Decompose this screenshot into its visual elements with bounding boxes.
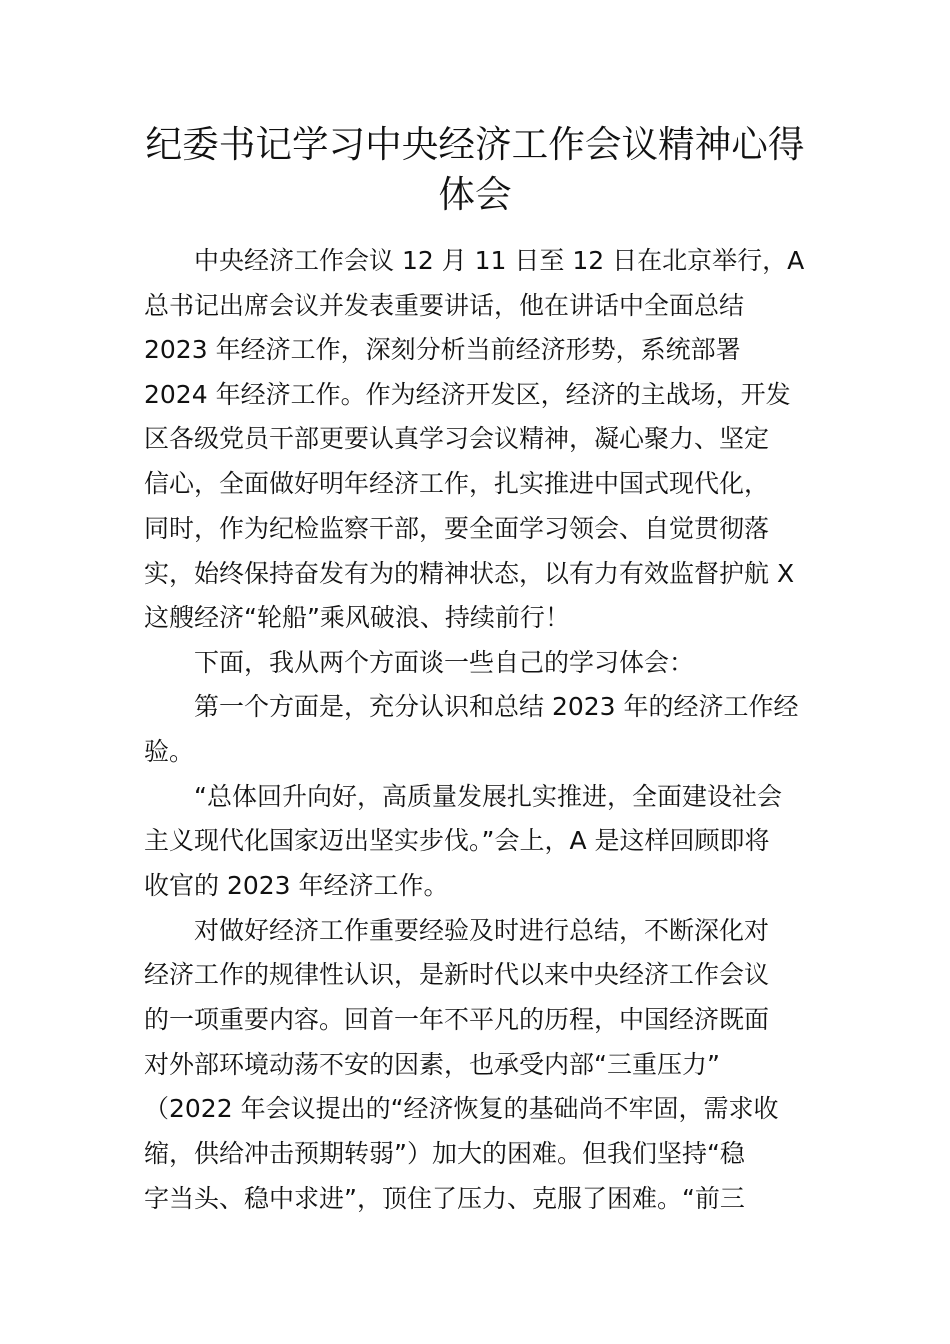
paragraph-line: 缩，供给冲击预期转弱”）加大的困难。但我们坚持“稳 — [144, 1139, 745, 1168]
paragraph-line: “总体回升向好，高质量发展扎实推进，全面建设社会 — [194, 782, 782, 811]
paragraph-line: 下面，我从两个方面谈一些自己的学习体会： — [194, 648, 695, 677]
paragraph-line: 这艘经济“轮船”乘风破浪、持续前行！ — [144, 603, 570, 632]
paragraph-line: 主义现代化国家迈出坚实步伐。”会上，A 是这样回顾即将 — [144, 826, 770, 855]
paragraph-line: 实，始终保持奋发有为的精神状态，以有力有效监督护航 X — [144, 559, 795, 588]
paragraph-line: 信心，全面做好明年经济工作，扎实推进中国式现代化， — [144, 469, 770, 498]
paragraph-line: 对做好经济工作重要经验及时进行总结，不断深化对 — [194, 916, 770, 945]
paragraph-line: 的一项重要内容。回首一年不平凡的历程，中国经济既面 — [144, 1005, 770, 1034]
paragraph-line: （2022 年会议提出的“经济恢复的基础尚不牢固，需求收 — [144, 1094, 779, 1123]
paragraph-line: 对外部环境动荡不安的因素，也承受内部“三重压力” — [144, 1050, 720, 1079]
paragraph-line: 2024 年经济工作。作为经济开发区，经济的主战场，开发 — [144, 380, 791, 409]
paragraph-line: 字当头、稳中求进”，顶住了压力、克服了困难。“前三 — [144, 1184, 745, 1213]
paragraph-line: 中央经济工作会议 12 月 11 日至 12 日在北京举行，A — [194, 246, 805, 275]
paragraph-line: 第一个方面是，充分认识和总结 2023 年的经济工作经 — [194, 692, 799, 721]
document-title-line-1: 纪委书记学习中央经济工作会议精神心得 — [145, 123, 805, 166]
paragraph-line: 区各级党员干部更要认真学习会议精神，凝心聚力、坚定 — [144, 424, 770, 453]
paragraph-line: 收官的 2023 年经济工作。 — [144, 871, 449, 900]
document-title-line-2: 体会 — [438, 173, 512, 216]
paragraph-line: 总书记出席会议并发表重要讲话，他在讲话中全面总结 — [144, 291, 745, 320]
paragraph-line: 经济工作的规律性认识，是新时代以来中央经济工作会议 — [144, 960, 770, 989]
paragraph-line: 验。 — [144, 737, 195, 766]
paragraph-line: 2023 年经济工作，深刻分析当前经济形势，系统部署 — [144, 335, 741, 364]
paragraph-line: 同时，作为纪检监察干部，要全面学习领会、自觉贯彻落 — [144, 514, 770, 543]
